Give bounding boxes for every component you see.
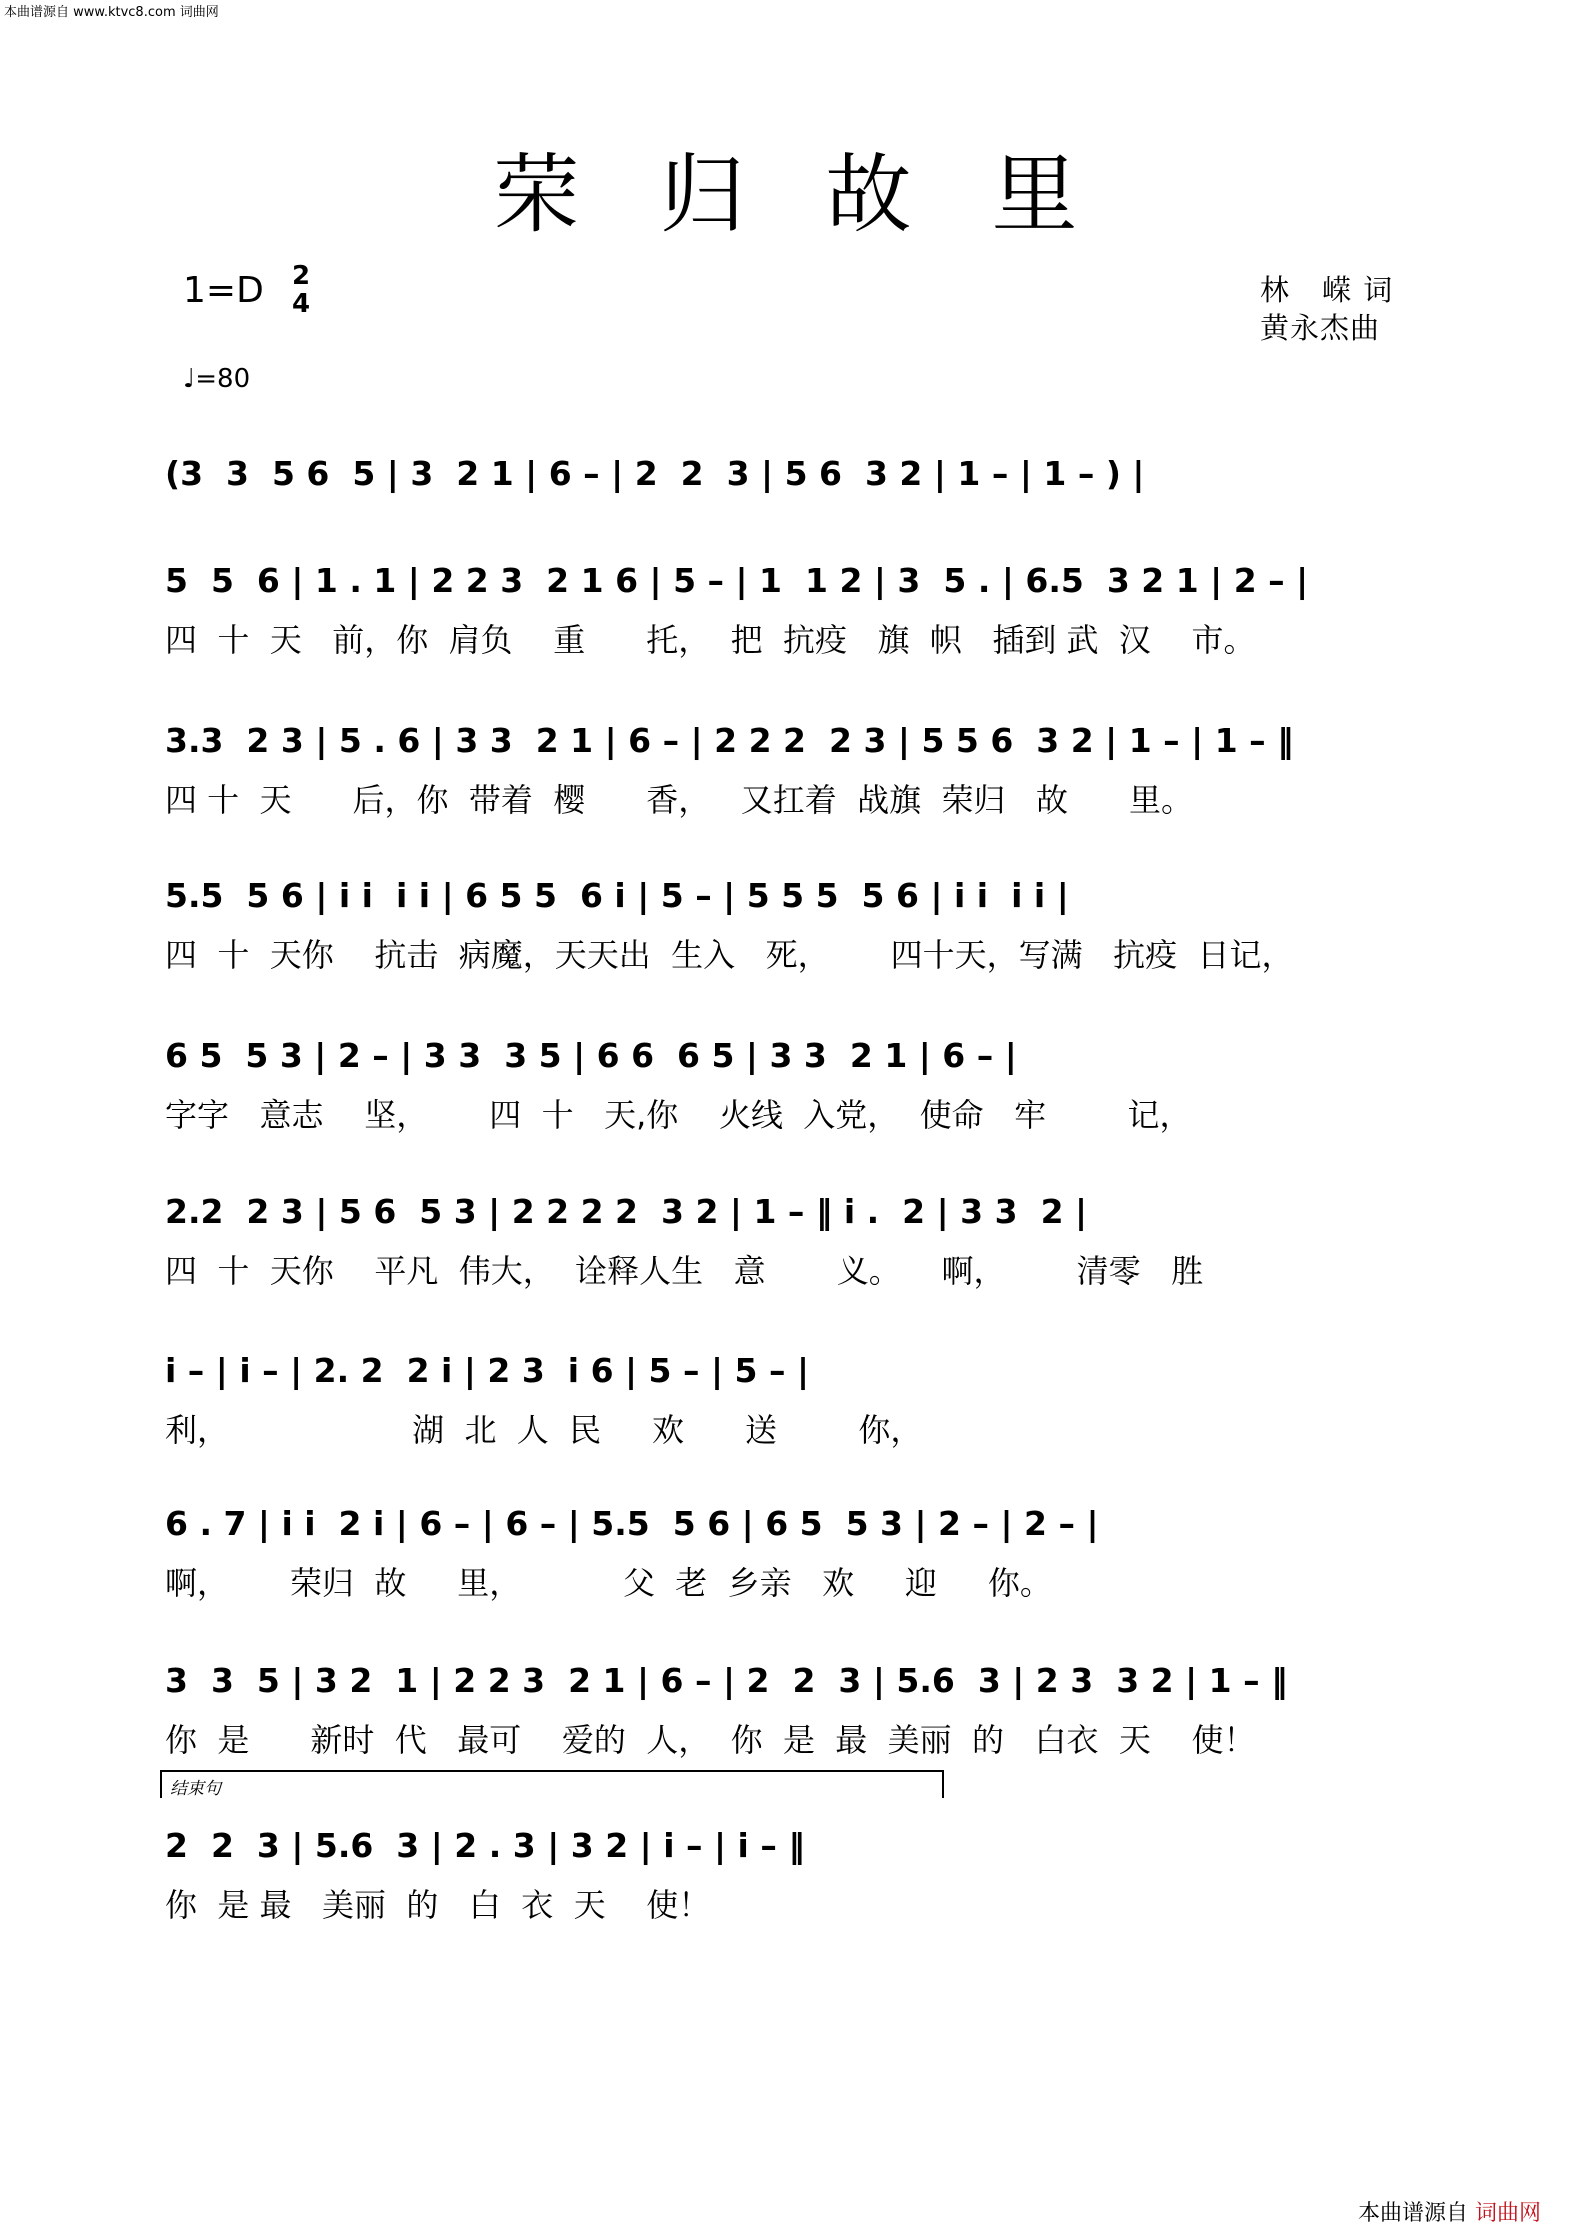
notation-line: 5.5 5 6 | i i i i | 6 5 5 6 i | 5 – | 5 5 5 5 6 | i i i i | [165, 876, 1069, 915]
notation-line: 5 5 6 | 1 . 1 | 2 2 3 2 1 6 | 5 – | 1 1 2 | 3 5 . | 6.5 3 2 1 | 2 – | [165, 561, 1309, 600]
notation-line: 3.3 2 3 | 5 . 6 | 3 3 2 1 | 6 – | 2 2 2 2 3 | 5 5 6 3 2 | 1 – | 1 – ‖ [165, 721, 1294, 760]
lyrics-line: 四 十 天 后，你 带着 樱 香， 又扛着 战旗 荣归 故 里。 [165, 781, 1194, 819]
ending-bracket [160, 1770, 944, 1798]
lyrics-line: 四 十 天 前，你 肩负 重 托， 把 抗疫 旗 帜 插到 武 汉 市。 [165, 621, 1256, 659]
lyrics-line: 四 十 天你 平凡 伟大， 诠释人生 意 义。 啊， 清零 胜 [165, 1252, 1204, 1290]
notation-line: 2.2 2 3 | 5 6 5 3 | 2 2 2 2 3 2 | 1 – ‖ i . 2 | 3 3 2 | [165, 1192, 1088, 1231]
composer-credit: 黄永杰曲 [1260, 311, 1381, 345]
tempo-marking: ♩=80 [183, 364, 251, 394]
lyrics-line: 四 十 天你 抗击 病魔，天天出 生入 死， 四十天，写满 抗疫 日记， [165, 936, 1294, 974]
lyrics-line: 啊， 荣归 故 里， 父 老 乡亲 欢 迎 你。 [165, 1564, 1052, 1602]
time-signature-bottom: 4 [292, 289, 311, 319]
notation-line: i – | i – | 2. 2 2 i | 2 3 i 6 | 5 – | 5 – | [165, 1351, 810, 1390]
key-signature: 1=D [183, 270, 264, 311]
footer-watermark [1358, 2196, 1541, 2227]
notation-line: 2 2 3 | 5.6 3 | 2 . 3 | 3 2 | i – | i – ‖ [165, 1826, 805, 1865]
notation-line: 6 5 5 3 | 2 – | 3 3 3 5 | 6 6 6 5 | 3 3 2 1 | 6 – | [165, 1036, 1017, 1075]
lyrics-line: 你 是 新时 代 最可 爱的 人， 你 是 最 美丽 的 白衣 天 使！ [165, 1721, 1256, 1759]
notation-line: 3 3 5 | 3 2 1 | 2 2 3 2 1 | 6 – | 2 2 3 | 5.6 3 | 2 3 3 2 | 1 – ‖ [165, 1661, 1288, 1700]
footer-site-text: 词曲网 [1474, 2201, 1541, 2226]
lyricist-credit: 林 嵘词 [1260, 273, 1405, 307]
time-signature-top: 2 [292, 261, 311, 291]
time-signature [292, 262, 310, 318]
lyrics-line: 利， 湖 北 人 民 欢 送 你， [165, 1411, 923, 1449]
notation-line: (3 3 5 6 5 | 3 2 1 | 6 – | 2 2 3 | 5 6 3 2 | 1 – | 1 – ) | [165, 454, 1145, 493]
lyrics-line: 字字 意志 坚， 四 十 天,你 火线 入党， 使命 牢 记， [165, 1096, 1192, 1134]
page-title: 荣归故里 [493, 145, 1158, 245]
footer-source-text: 本曲谱源自 [1357, 2201, 1468, 2226]
ending-label: 结束句 [170, 1779, 221, 1799]
notation-line: 6 . 7 | i i 2 i | 6 – | 6 – | 5.5 5 6 | 6 5 5 3 | 2 – | 2 – | [165, 1504, 1099, 1543]
source-header: 本曲谱源自 www.ktvc8.com 词曲网 [4, 5, 219, 20]
lyrics-line: 你 是 最 美丽 的 白 衣 天 使！ [165, 1886, 711, 1924]
